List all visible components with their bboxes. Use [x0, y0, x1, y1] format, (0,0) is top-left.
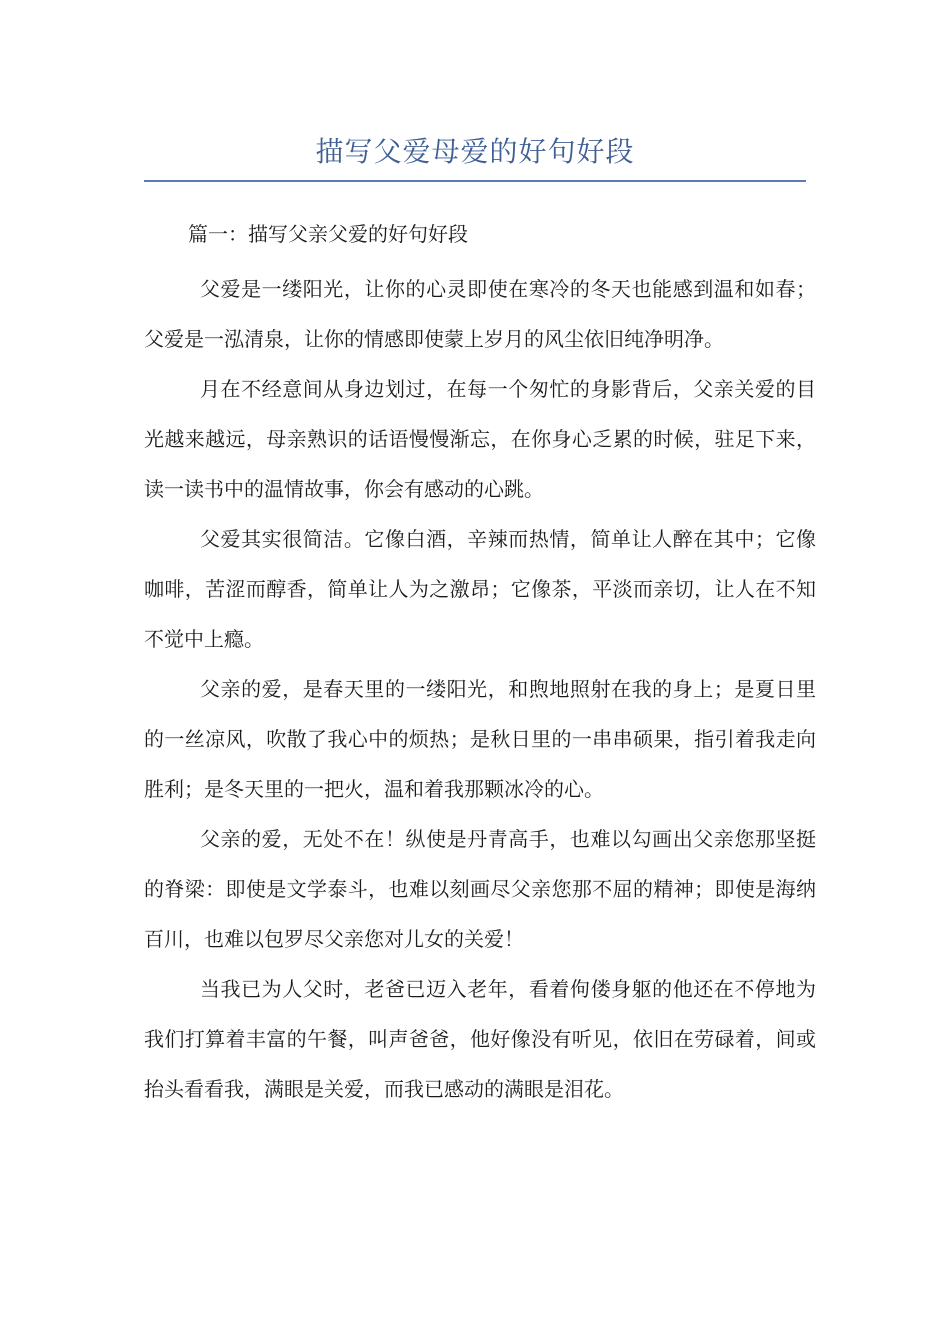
title-divider — [144, 180, 806, 182]
paragraph: 当我已为人父时，老爸已迈入老年，看着佝偻身躯的他还在不停地为我们打算着丰富的午餐，叫声爸爸，他好像没有听见，依旧在劳碌着，间或抬头看看我，满眼是关爱，而我已感动的满眼是泪花。 — [144, 977, 816, 1101]
section-heading: 篇一：描写父亲父爱的好句好段 — [188, 222, 468, 246]
document-body — [144, 264, 816, 1114]
paragraph: 父亲的爱，是春天里的一缕阳光，和煦地照射在我的身上；是夏日里的一丝凉风，吹散了我心中的烦热；是秋日里的一串串硕果，指引着我走向胜利；是冬天里的一把火，温和着我那颗冰冷的心。 — [144, 677, 816, 801]
paragraph: 父亲的爱，无处不在！纵使是丹青高手，也难以勾画出父亲您那坚挺的脊梁：即使是文学泰斗，也难以刻画尽父亲您那不屈的精神；即使是海纳百川，也难以包罗尽父亲您对儿女的关爱！ — [144, 827, 816, 951]
page-title: 描写父爱母爱的好句好段 — [315, 135, 635, 168]
paragraph: 月在不经意间从身边划过，在每一个匆忙的身影背后，父亲关爱的目光越来越远，母亲熟识的话语慢慢渐忘，在你身心乏累的时候，驻足下来，读一读书中的温情故事，你会有感动的心跳。 — [144, 377, 816, 501]
paragraph: 父爱是一缕阳光，让你的心灵即使在寒冷的冬天也能感到温和如春；父爱是一泓清泉，让你的情感即使蒙上岁月的风尘依旧纯净明净。 — [144, 277, 816, 351]
paragraph: 父爱其实很简洁。它像白酒，辛辣而热情，简单让人醉在其中；它像咖啡，苦涩而醇香，简单让人为之激昂；它像茶，平淡而亲切，让人在不知不觉中上瘾。 — [144, 527, 816, 651]
